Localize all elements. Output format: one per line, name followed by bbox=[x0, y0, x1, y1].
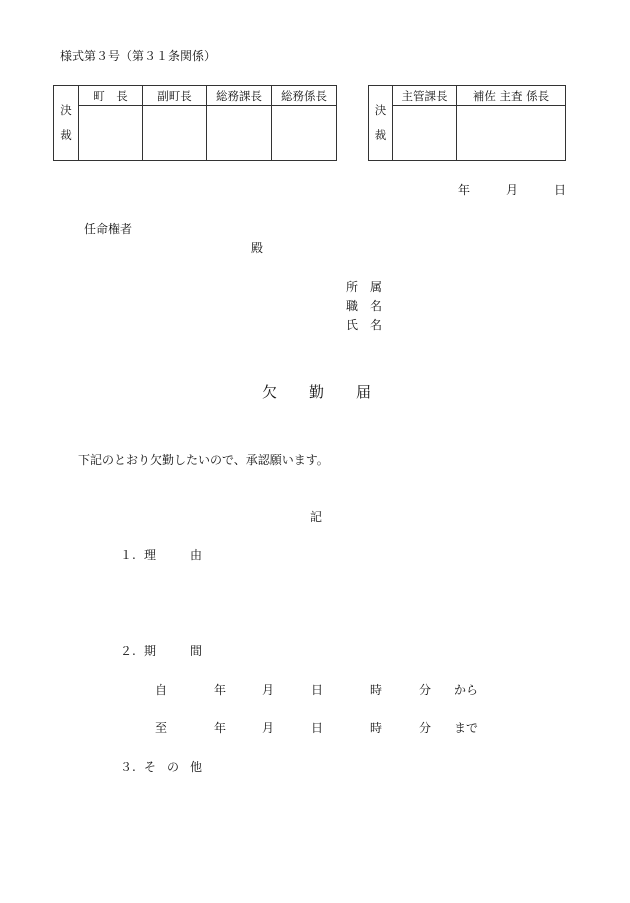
applicant-name-label: 氏 名 bbox=[346, 318, 383, 332]
ki-label: 記 bbox=[310, 510, 323, 524]
item-reason-label-2: 由 bbox=[190, 548, 203, 562]
item-other-label-3: 他 bbox=[190, 760, 203, 774]
approval-table-right bbox=[368, 85, 566, 161]
addressee-honorific: 殿 bbox=[251, 241, 264, 255]
stamp-cell-general-affairs-chief[interactable] bbox=[207, 106, 272, 161]
page-title-char-1: 欠 bbox=[262, 383, 278, 401]
approval-header-assistant: 補佐 主査 係長 bbox=[457, 86, 566, 106]
date-day: 日 bbox=[554, 183, 567, 197]
date-year: 年 bbox=[458, 183, 471, 197]
stamp-cell-mayor[interactable] bbox=[79, 106, 143, 161]
approval-header-general-affairs-chief: 総務課長 bbox=[207, 86, 272, 106]
request-text: 下記のとおり欠勤したいので、承認願います。 bbox=[78, 453, 329, 467]
period-from-start: 自 bbox=[155, 683, 168, 697]
period-from-year: 年 bbox=[214, 683, 227, 697]
item-period-label-2: 間 bbox=[190, 644, 203, 658]
period-to-suffix: まで bbox=[454, 721, 479, 735]
period-to-day: 日 bbox=[311, 721, 324, 735]
form-number: 様式第３号（第３１条関係） bbox=[60, 49, 217, 63]
stamp-cell-deputy-mayor[interactable] bbox=[143, 106, 207, 161]
item-other-label-1: そ bbox=[144, 760, 157, 774]
item-other-number: ３. bbox=[120, 760, 136, 774]
applicant-affiliation-label: 所 属 bbox=[346, 280, 383, 294]
approval-header-general-affairs-section-chief: 総務係長 bbox=[272, 86, 337, 106]
period-from-suffix: から bbox=[454, 683, 479, 697]
period-from-day: 日 bbox=[311, 683, 324, 697]
item-reason-label-1: 理 bbox=[144, 548, 157, 562]
approval-header-deputy-mayor: 副町長 bbox=[143, 86, 207, 106]
stamp-cell-general-affairs-section-chief[interactable] bbox=[272, 106, 337, 161]
date-month: 月 bbox=[506, 183, 519, 197]
period-to-minute: 分 bbox=[419, 721, 432, 735]
item-period-label-1: 期 bbox=[144, 644, 157, 658]
item-reason-number: １. bbox=[120, 548, 136, 562]
approval-side-bottom: 裁 bbox=[60, 128, 72, 142]
applicant-job-title-label: 職 名 bbox=[346, 299, 383, 313]
item-other-label-2: の bbox=[167, 760, 180, 774]
approval-side-top: 決 bbox=[374, 103, 387, 117]
approval-table-left bbox=[53, 85, 337, 161]
stamp-cell-assistant[interactable] bbox=[457, 106, 566, 161]
period-to-start: 至 bbox=[155, 721, 168, 735]
period-to-hour: 時 bbox=[370, 721, 383, 735]
approval-header-mayor: 町 長 bbox=[79, 86, 143, 106]
approval-side-bottom: 裁 bbox=[374, 128, 387, 142]
item-period-number: ２. bbox=[120, 644, 136, 658]
page-title-char-3: 届 bbox=[356, 383, 372, 401]
period-to-month: 月 bbox=[262, 721, 275, 735]
addressee-label: 任命権者 bbox=[84, 222, 133, 236]
approval-side-top: 決 bbox=[60, 103, 72, 117]
approval-side-label bbox=[54, 86, 79, 161]
period-from-hour: 時 bbox=[370, 683, 383, 697]
approval-header-managing-chief: 主管課長 bbox=[393, 86, 457, 106]
stamp-cell-managing-chief[interactable] bbox=[393, 106, 457, 161]
period-from-month: 月 bbox=[262, 683, 275, 697]
page-title-char-2: 勤 bbox=[309, 383, 325, 401]
period-from-minute: 分 bbox=[419, 683, 432, 697]
approval-side-label bbox=[369, 86, 393, 161]
period-to-year: 年 bbox=[214, 721, 227, 735]
